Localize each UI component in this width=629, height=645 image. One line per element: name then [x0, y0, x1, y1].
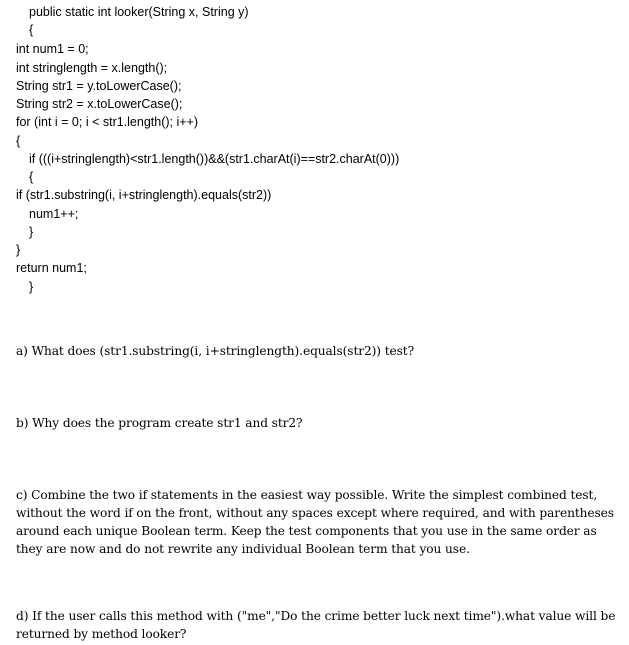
code-line-2: {: [29, 23, 34, 37]
code-line-15: return num1;: [16, 261, 87, 275]
code-line-11: if (str1.substring(i, i+stringlength).equals(str2)): [16, 188, 272, 202]
code-line-9: if (((i+stringlength)<str1.length())&&(str1.charAt(i)==str2.charAt(0))): [29, 152, 400, 166]
code-line-3: int num1 = 0;: [16, 42, 89, 56]
question-a: a) What does (str1.substring(i, i+stringlength).equals(str2)) test?: [16, 344, 415, 358]
code-line-16: }: [29, 280, 34, 294]
code-line-14: }: [16, 243, 21, 257]
question-d: d) If the user calls this method with ("me","Do the crime better luck next time").what value will be returned by method looker?: [16, 609, 616, 641]
code-line-8: {: [16, 134, 21, 148]
question-c: c) Combine the two if statements in the easiest way possible. Write the simplest combined test, without the word if on the front, without any spaces except where required, and with parentheses around each unique Boolean term. Keep the test components that you use in the same order as they are now and do not rewrite any individual Boolean term that you use.: [16, 488, 614, 556]
question-b: b) Why does the program create str1 and str2?: [16, 416, 303, 430]
code-line-7: for (int i = 0; i < str1.length(); i++): [16, 115, 199, 129]
code-line-13: }: [29, 225, 34, 239]
code-line-1: public static int looker(String x, String y): [29, 5, 249, 19]
code-line-6: String str2 = x.toLowerCase();: [16, 97, 183, 111]
code-line-4: int stringlength = x.length();: [16, 61, 168, 75]
code-line-5: String str1 = y.toLowerCase();: [16, 79, 182, 93]
code-line-10: {: [29, 170, 34, 184]
code-line-12: num1++;: [29, 207, 79, 221]
